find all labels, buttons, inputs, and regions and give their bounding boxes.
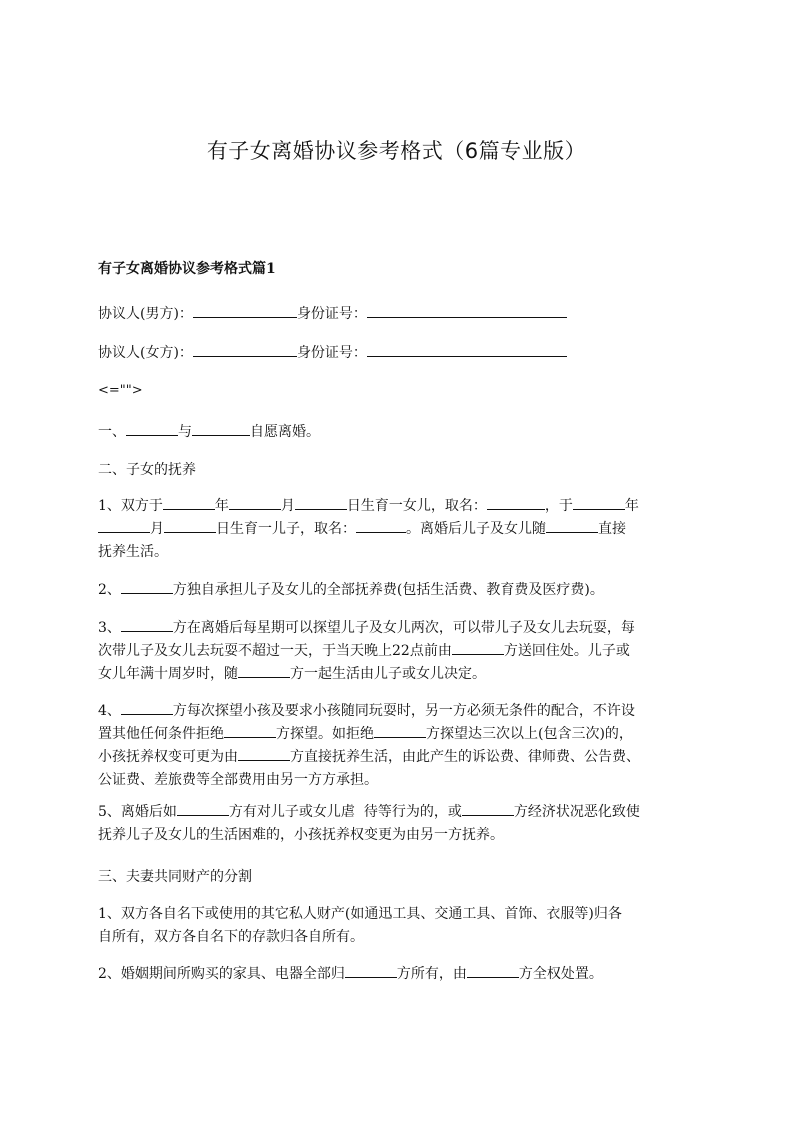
text: 1、双方于	[98, 498, 163, 514]
item-line: 公证费、差旅费等全部费用由另一方方承担。	[98, 772, 378, 788]
blank	[163, 508, 215, 510]
blank	[374, 736, 426, 738]
id-blank	[367, 316, 567, 318]
party-female-line	[98, 342, 703, 365]
text: 4、	[98, 703, 121, 719]
text: 次带儿子及女儿去玩耍不超过一天，于当天晚上22点前由	[98, 643, 452, 659]
blank	[229, 508, 281, 510]
blank	[121, 713, 173, 715]
text: ，于	[544, 498, 573, 514]
text: 方探望达三次以上(包含三次)的，	[426, 726, 633, 742]
text: 。离婚后儿子及女儿随	[406, 521, 546, 537]
blank	[121, 630, 173, 632]
clause-number: 一、	[98, 424, 126, 440]
blank	[224, 736, 276, 738]
blank	[487, 508, 545, 510]
item-line: 自所有，双方各自名下的存款归各自所有。	[98, 929, 364, 945]
document-title: 有子女离婚协议参考格式（6篇专业版）	[206, 139, 587, 163]
id-label: 身份证号：	[296, 306, 367, 322]
item-line: 抚养生活。	[98, 544, 168, 560]
text: 年	[214, 498, 229, 514]
heading-two: 二、子女的抚养	[98, 462, 196, 478]
blank	[462, 814, 514, 816]
party-male-label: 协议人(男方)：	[98, 306, 193, 322]
text: 置其他任何条件拒绝	[98, 726, 224, 742]
item-2-5	[98, 801, 703, 847]
blank	[238, 759, 290, 761]
name-blank	[193, 355, 297, 357]
text: 5、离婚后如	[98, 804, 177, 820]
item-line	[98, 640, 703, 663]
text: 日生育一女儿，取名：	[346, 498, 487, 514]
text: 2、婚姻期间所购买的家具、电器全部归	[98, 966, 345, 982]
text: 小孩抚养权变可更为由	[98, 749, 238, 765]
party-female-label: 协议人(女方)：	[98, 345, 193, 361]
item-line	[98, 663, 703, 686]
blank	[546, 531, 598, 533]
text: 3、	[98, 620, 121, 636]
text: 方探望。如拒绝	[276, 726, 374, 742]
heading-three: 三、夫妻共同财产的分割	[98, 869, 252, 885]
text: 方在离婚后每星期可以探望儿子及女儿两次，可以带儿子及女儿去玩耍，每	[172, 620, 635, 636]
text: 2、	[98, 582, 121, 598]
blank	[467, 976, 519, 978]
item-2-4	[98, 700, 703, 792]
item-2-2	[98, 579, 703, 602]
blank	[98, 531, 150, 533]
item-line	[98, 617, 703, 640]
blank	[573, 508, 625, 510]
item-line	[98, 495, 703, 518]
clause-text: 与	[178, 424, 192, 440]
text: 方有对儿子或女儿虐 待等行为的，或	[228, 804, 462, 820]
name-blank	[193, 316, 297, 318]
text: 方经济状况恶化致使	[513, 804, 640, 820]
item-line: 抚养儿子及女儿的生活困难的，小孩抚养权变更为由另一方抚养。	[98, 827, 504, 843]
text: 方送回住处。儿子或	[503, 643, 630, 659]
stray-markup-text: <="">	[98, 383, 143, 398]
blank	[452, 653, 504, 655]
section-heading: 有子女离婚协议参考格式篇1	[98, 261, 276, 277]
text: 方直接抚养生活，由此产生的诉讼费、律师费、公告费、	[290, 749, 640, 765]
clause-one	[98, 421, 703, 444]
text: 女儿年满十周岁时，随	[98, 666, 238, 682]
blank	[345, 976, 397, 978]
item-line	[98, 801, 703, 824]
item-line	[98, 723, 703, 746]
blank	[121, 592, 173, 594]
item-3-2	[98, 963, 703, 986]
text: 方全权处置。	[518, 966, 603, 982]
text: 方所有，由	[396, 966, 467, 982]
text: 直接	[598, 521, 626, 537]
text: 方每次探望小孩及要求小孩随同玩耍时，另一方必须无条件的配合，不许设	[172, 703, 635, 719]
party-male-line	[98, 303, 703, 326]
blank	[356, 531, 406, 533]
item-2-1	[98, 495, 703, 564]
text: 日生育一儿子，取名：	[216, 521, 356, 537]
blank	[177, 814, 229, 816]
blank	[192, 434, 250, 436]
item-3-1	[98, 903, 703, 949]
blank	[295, 508, 347, 510]
text: 月	[280, 498, 295, 514]
text: 方一起生活由儿子或女儿决定。	[290, 666, 486, 682]
blank	[164, 531, 216, 533]
item-line: 1、双方各自名下或使用的其它私人财产(如通迅工具、交通工具、首饰、衣服等)归各	[98, 906, 622, 922]
id-blank	[367, 355, 567, 357]
clause-text: 自愿离婚。	[250, 424, 320, 440]
blank	[126, 434, 178, 436]
text: 月	[150, 521, 164, 537]
text: 年	[624, 498, 639, 514]
item-line	[98, 700, 703, 723]
blank	[238, 676, 290, 678]
item-line	[98, 746, 703, 769]
item-line	[98, 518, 703, 541]
id-label: 身份证号：	[296, 345, 367, 361]
item-2-3	[98, 617, 703, 686]
text: 方独自承担儿子及女儿的全部抚养费(包括生活费、教育费及医疗费)。	[172, 582, 604, 598]
